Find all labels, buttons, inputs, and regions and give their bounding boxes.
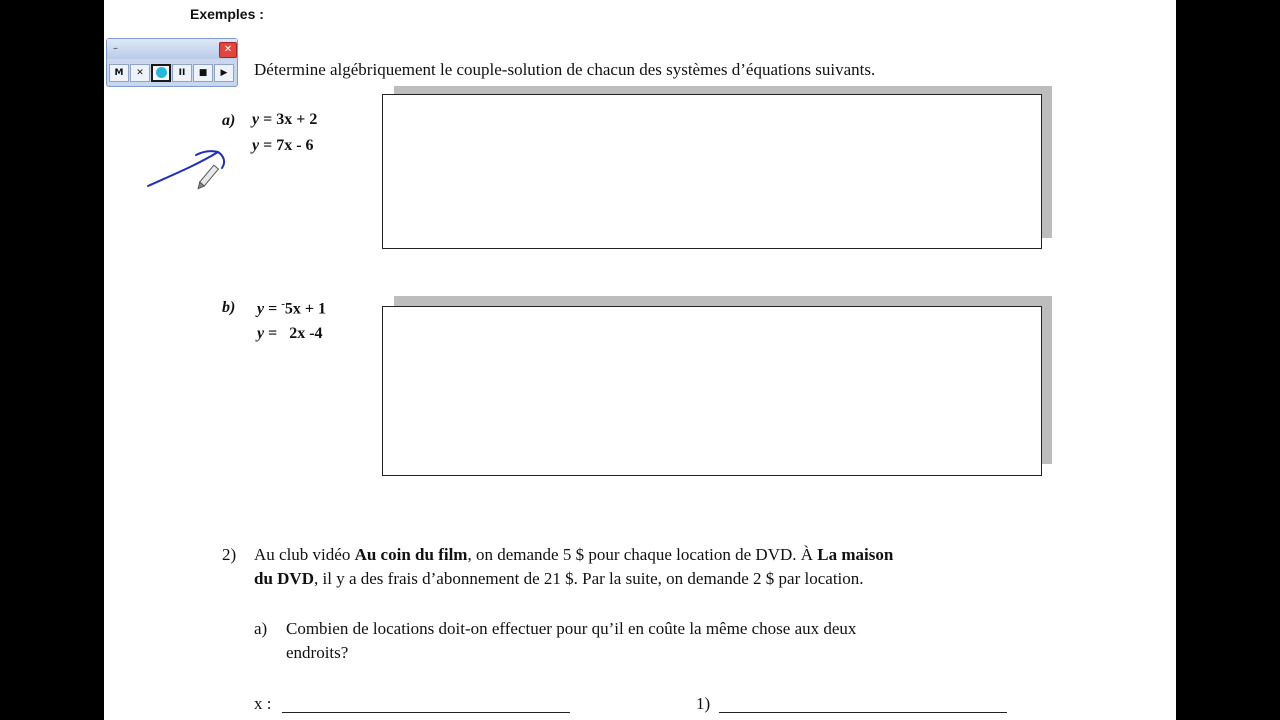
problem-a-equation-1: y = 3x + 2 bbox=[252, 111, 318, 128]
answer-1-line bbox=[719, 712, 1007, 713]
problem-a-label: a) bbox=[222, 112, 236, 129]
screen-recorder-toolbar[interactable] bbox=[106, 38, 238, 87]
problem-b-equation-1: y = -5x + 1 bbox=[257, 298, 327, 318]
recorder-pause-button[interactable]: II bbox=[172, 64, 192, 82]
examples-heading: Exemples : bbox=[190, 6, 264, 22]
problem-b-equation-2: y = 2x -4 bbox=[257, 325, 323, 342]
answer-box-a bbox=[382, 94, 1042, 249]
question-2-number: 2) bbox=[222, 545, 237, 564]
answer-box-b bbox=[382, 306, 1042, 476]
answer-x-label: x : bbox=[254, 694, 272, 713]
recorder-play-button[interactable]: ▶ bbox=[214, 64, 234, 82]
recorder-title-bar[interactable] bbox=[107, 39, 237, 59]
question-2a-text: Combien de locations doit-on effectuer pour qu’il en coûte la même chose aux deux endroits? bbox=[286, 619, 857, 662]
question-2-text: Au club vidéo Au coin du film, on demande 5 $ pour chaque location de DVD. À La maison du DVD, il y a des frais d’abonnement de 21 $. Par la suite, on demande 2 $ par location. bbox=[254, 545, 894, 588]
question-2a-label: a) bbox=[254, 619, 268, 638]
answer-1-label: 1) bbox=[696, 694, 711, 713]
record-icon bbox=[156, 67, 167, 78]
close-icon[interactable]: ✕ bbox=[219, 42, 237, 58]
recorder-cancel-button[interactable]: ✕ bbox=[130, 64, 150, 82]
recorder-record-button[interactable] bbox=[151, 64, 171, 82]
recorder-menu-button[interactable]: M bbox=[109, 64, 129, 82]
minimize-icon[interactable]: – bbox=[113, 43, 118, 54]
recorder-controls bbox=[109, 64, 234, 82]
worksheet-page bbox=[104, 0, 1176, 720]
recorder-stop-button[interactable]: ■ bbox=[193, 64, 213, 82]
ink-arrow-annotation bbox=[140, 138, 240, 198]
instruction-text: Détermine algébriquement le couple-solution de chacun des systèmes d’équations suivants. bbox=[254, 60, 876, 79]
answer-x-line bbox=[282, 712, 570, 713]
pen-cursor-icon bbox=[196, 165, 219, 190]
problem-a-equation-2: y = 7x - 6 bbox=[252, 137, 314, 154]
problem-b-label: b) bbox=[222, 299, 236, 316]
